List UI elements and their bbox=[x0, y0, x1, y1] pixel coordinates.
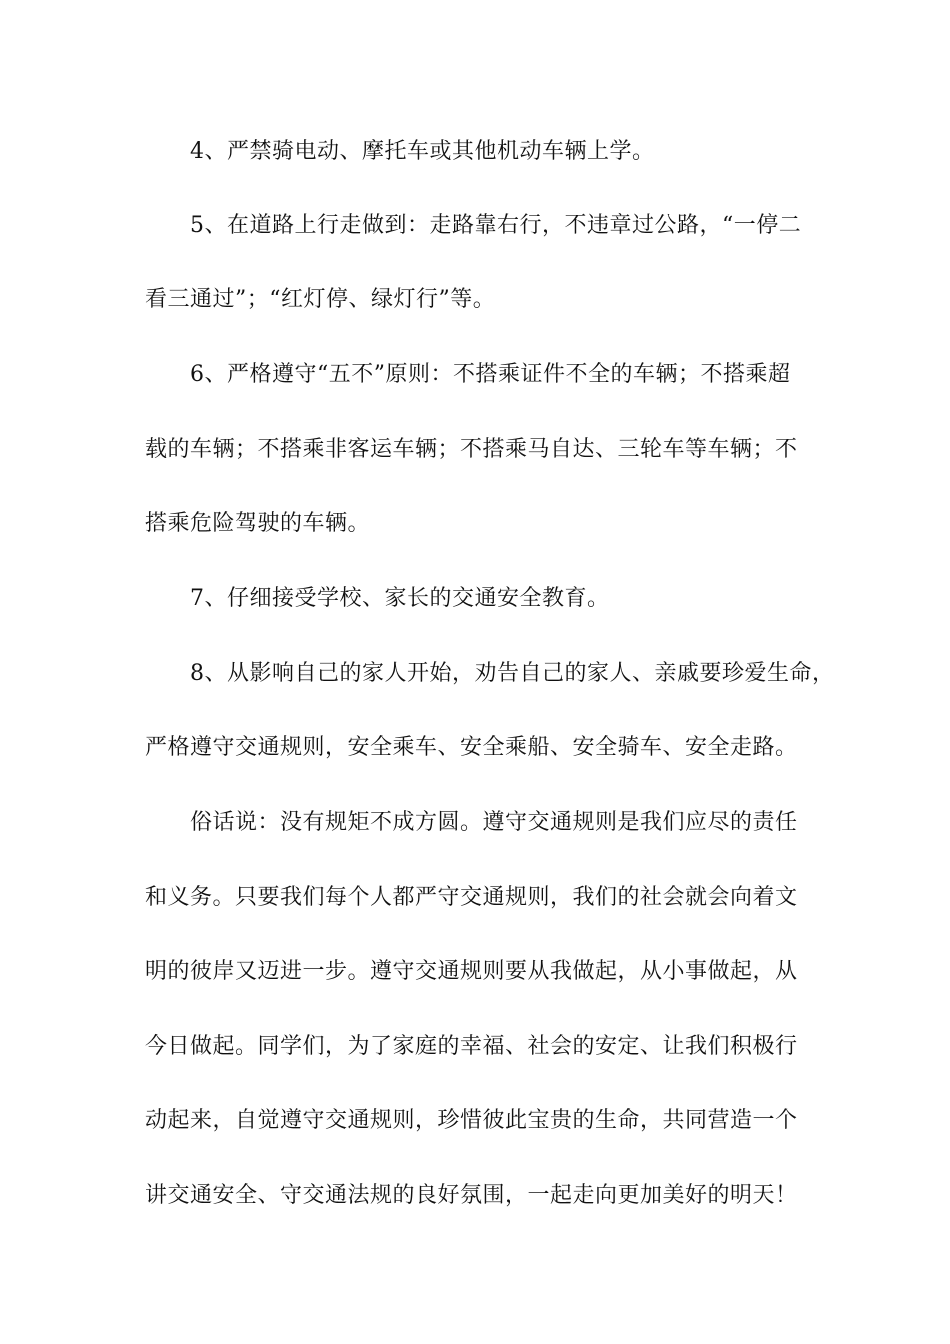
paragraph-6-line-1: 6、严格遵守“五不”原则：不搭乘证件不全的车辆；不搭乘超 bbox=[190, 362, 791, 387]
paragraph-6-line-2: 载的车辆；不搭乘非客运车辆；不搭乘马自达、三轮车等车辆；不 bbox=[145, 437, 798, 462]
closing-paragraph-line-4: 今日做起。同学们，为了家庭的幸福、社会的安定、让我们积极行 bbox=[145, 1034, 798, 1059]
paragraph-8-line-1: 8、从影响自己的家人开始，劝告自己的家人、亲戚要珍爱生命， bbox=[190, 661, 835, 686]
paragraph-4-line-1: 4、严禁骑电动、摩托车或其他机动车辆上学。 bbox=[190, 139, 655, 164]
paragraph-6-line-3: 搭乘危险驾驶的车辆。 bbox=[145, 511, 371, 536]
paragraph-5-line-2: 看三通过”；“红灯停、绿灯行”等。 bbox=[145, 287, 496, 312]
paragraph-8-line-2: 严格遵守交通规则，安全乘车、安全乘船、安全骑车、安全走路。 bbox=[145, 735, 798, 760]
closing-paragraph-line-2: 和义务。只要我们每个人都严守交通规则，我们的社会就会向着文 bbox=[145, 885, 798, 910]
closing-paragraph-line-1: 俗话说：没有规矩不成方圆。遵守交通规则是我们应尽的责任 bbox=[190, 810, 798, 835]
closing-paragraph-line-3: 明的彼岸又迈进一步。遵守交通规则要从我做起，从小事做起，从 bbox=[145, 959, 798, 984]
paragraph-7-line-1: 7、仔细接受学校、家长的交通安全教育。 bbox=[190, 586, 610, 611]
closing-paragraph-line-5: 动起来，自觉遵守交通规则，珍惜彼此宝贵的生命，共同营造一个 bbox=[145, 1108, 798, 1133]
closing-paragraph-line-6: 讲交通安全、守交通法规的良好氛围，一起走向更加美好的明天！ bbox=[145, 1183, 798, 1208]
paragraph-5-line-1: 5、在道路上行走做到：走路靠右行，不违章过公路，“一停二 bbox=[190, 213, 802, 238]
